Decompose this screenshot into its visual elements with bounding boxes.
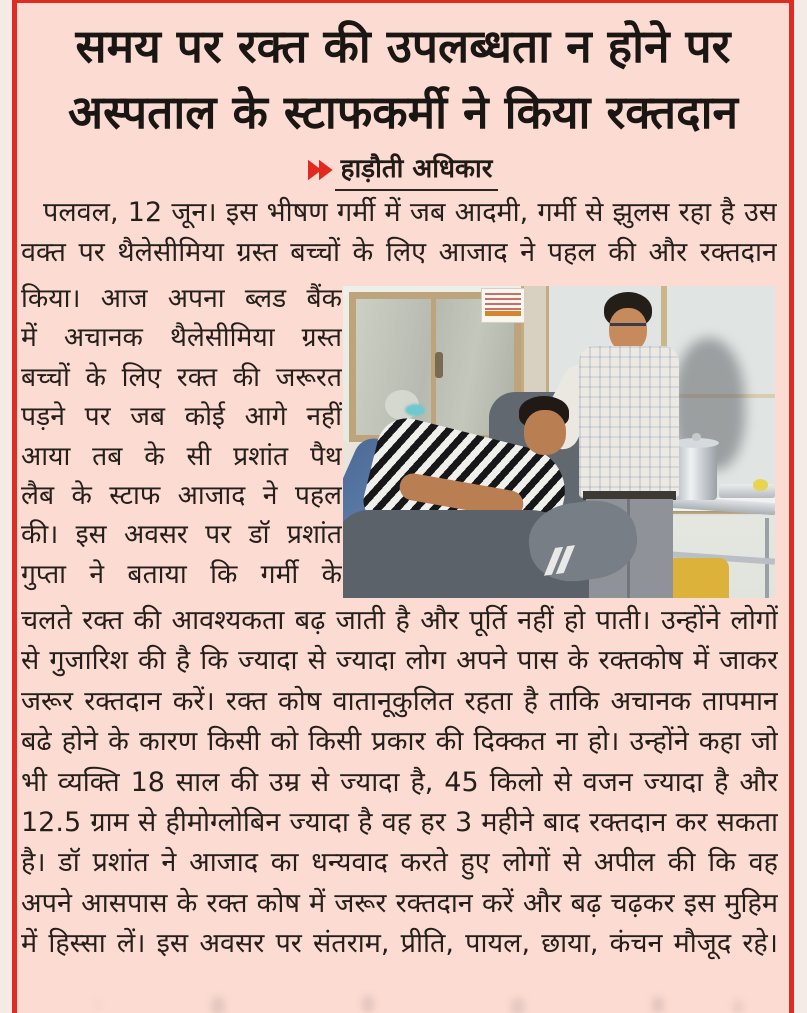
article-photo [343, 286, 775, 598]
photo-doctor-checked-shirt [579, 346, 679, 498]
byline [17, 149, 789, 191]
photo-lemon [753, 479, 768, 491]
byline-label: हाड़ौती अधिकार [335, 149, 499, 191]
photo-door-handle [435, 352, 443, 378]
photo-donor-face [524, 410, 566, 455]
article-line: की। इस अवसर पर डॉ प्रशांत [21, 519, 342, 551]
photo-teal-object [405, 404, 425, 416]
newspaper-clipping-sheet [12, 0, 794, 1013]
article-line: 12.5 ग्राम से हीमोग्लोबिन ज्यादा है वह हर 3 महीने बाद रक्तदान कर सकता [21, 806, 778, 838]
photo-wall-poster [481, 288, 525, 323]
headline-line-1: समय पर रक्त की उपलब्धता न होने पर [75, 19, 731, 73]
article-line: से गुजारिश की है कि ज्यादा से ज्यादा लोग अपने पास के रक्तकोष में जाकर [21, 645, 778, 677]
paragraph-top [21, 193, 777, 273]
bottom-edge-smudges [97, 1001, 99, 1007]
article-line: बच्चों के लिए रक्त की जरूरत [21, 361, 342, 393]
article-line: पलवल, 12 जून। इस भीषण गर्मी में जब आदमी, गर्मी से झुलस रहा है उस [43, 197, 777, 228]
article-line: बढे होने के कारण किसी को किसी प्रकार की दिक्कत ना हो। उन्होंने कहा जो [21, 726, 778, 758]
article-line: है। डॉ प्रशांत ने आजाद का धन्यवाद करते हुए लोगों से अपील की कि वह [21, 847, 778, 879]
article-line: अपने आसपास के रक्त कोष में जरूर रक्तदान करें और बढ़ चढ़कर इस मुहिम [21, 887, 778, 919]
article-line: गुप्ता ने बताया कि गर्मी के [21, 558, 342, 590]
article-line: भी व्यक्ति 18 साल की उम्र से ज्यादा है, 45 किलो से वजन ज्यादा है और [21, 766, 778, 798]
photo-doctor-glasses [610, 323, 646, 332]
article-line: पड़ने पर जब कोई आगे नहीं [21, 401, 342, 433]
paragraph-bottom [21, 601, 778, 965]
article-line: में हिस्सा लें। इस अवसर पर संतराम, प्रीति, पायल, छाया, कंचन मौजूद रहे। [21, 928, 778, 960]
headline [17, 13, 789, 145]
article-line: में अचानक थैलेसीमिया ग्रस्त [21, 322, 342, 354]
double-right-arrow-icon [308, 160, 330, 181]
article-line: किया। आज अपना ब्लड बैंक [21, 283, 342, 314]
headline-line-2: अस्पताल के स्टाफकर्मी ने किया रक्तदान [67, 85, 739, 139]
article-line: आया तब के सी प्रशांत पैथ [21, 440, 342, 472]
article-line: चलते रक्त की आवश्यकता बढ़ जाती है और पूर्ति नहीं हो पाती। उन्होंने लोगों [21, 605, 778, 636]
article-line: जरूर रक्तदान करें। रक्त कोष वातानूकुलित रहता है ताकि अचानक तापमान [21, 685, 778, 717]
paragraph-beside-photo [21, 279, 342, 594]
photo-steel-canister [675, 442, 717, 500]
article-line: वक्त पर थैलेसीमिया ग्रस्त बच्चों के लिए आजाद ने पहल की और रक्तदान [21, 237, 777, 268]
article-line: लैब के स्टाफ आजाद ने पहल [21, 479, 342, 511]
